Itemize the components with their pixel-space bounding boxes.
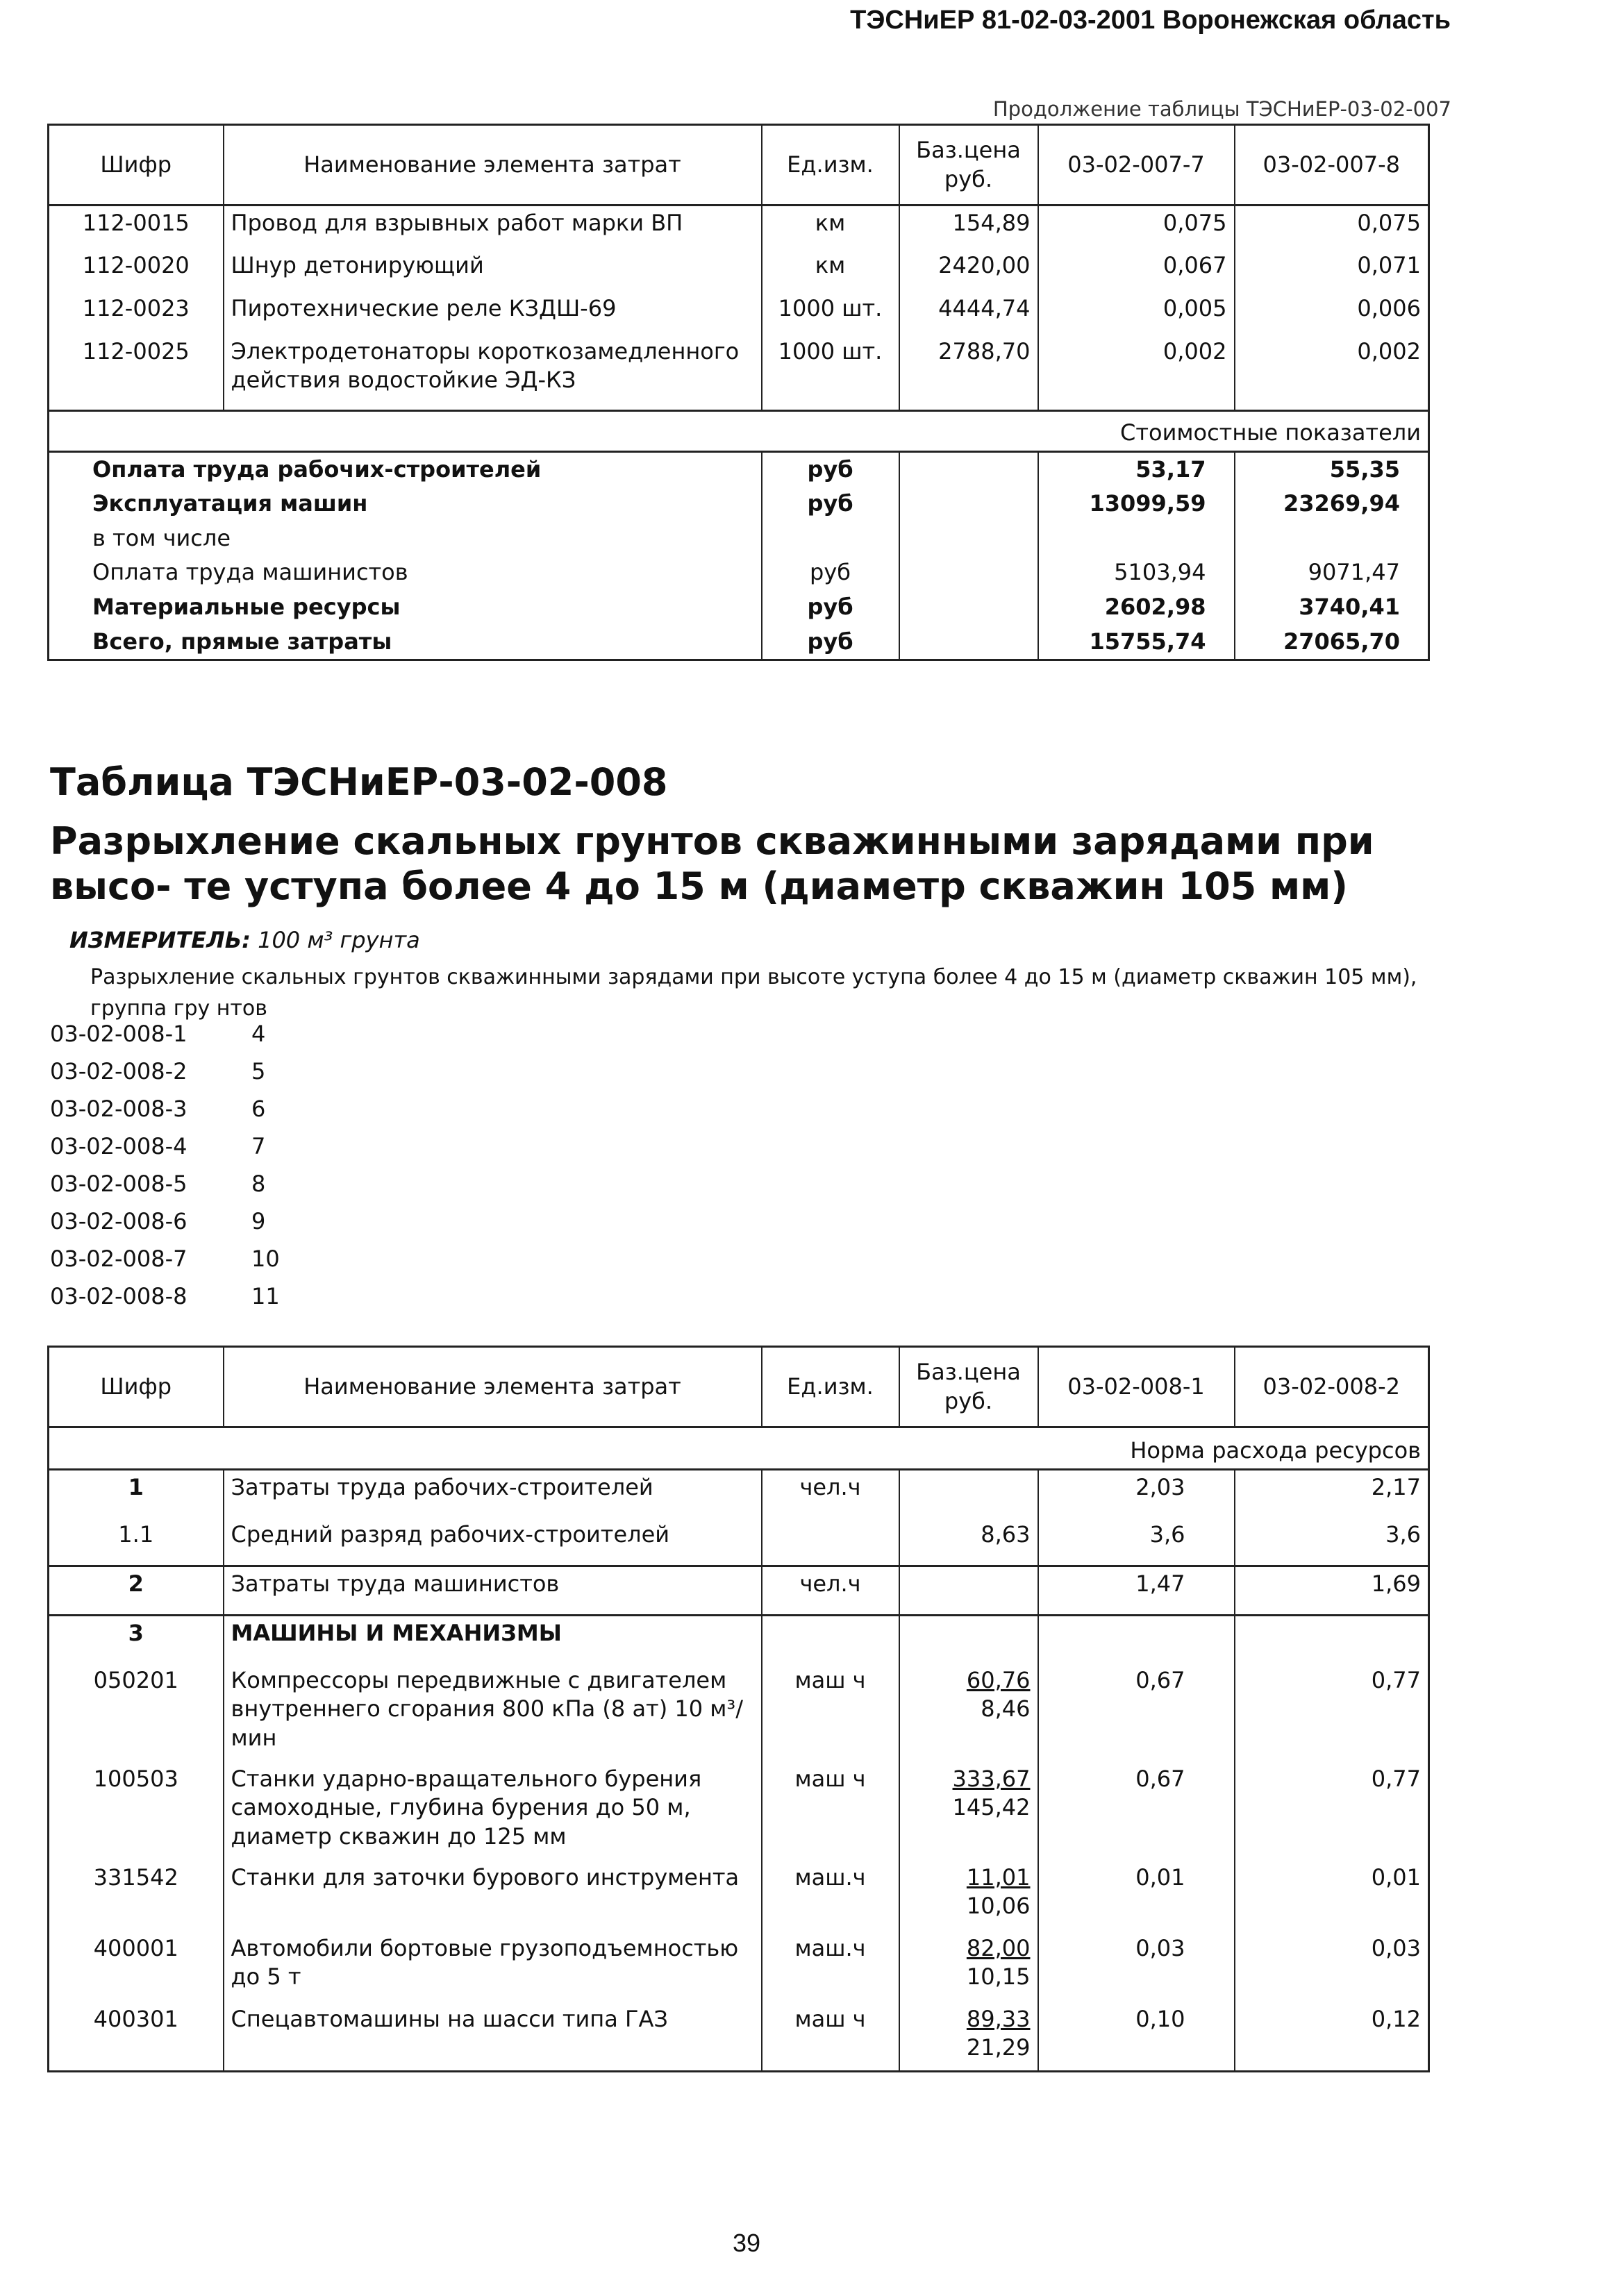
group-code: 03-02-008-6	[50, 1208, 188, 1234]
price-top: 89,33	[966, 2005, 1031, 2032]
cost-row	[49, 451, 1429, 487]
list-item	[50, 1096, 280, 1133]
group-number: 10	[251, 1246, 280, 1272]
cell-name: Провод для взрывных работ марки ВП	[224, 206, 762, 249]
cell-price: 4444,74	[899, 292, 1038, 335]
table-row	[49, 206, 1429, 249]
list-item	[50, 1246, 280, 1283]
cell-value: 0,77	[1371, 1666, 1421, 1693]
cell-price: 154,89	[899, 206, 1038, 249]
cell-value: 0,67	[1038, 1664, 1235, 1762]
cost-name: Эксплуатация машин	[49, 487, 762, 521]
measure-label: ИЗМЕРИТЕЛЬ:	[69, 927, 251, 953]
cell-code: 400001	[49, 1932, 224, 2002]
cell-name: Затраты труда машинистов	[224, 1566, 762, 1615]
cell-value: 0,005	[1038, 292, 1235, 335]
price-bottom: 8,46	[981, 1695, 1031, 1723]
cell-value: 0,03	[1371, 1934, 1421, 1961]
cell-value: 0,071	[1357, 251, 1421, 278]
cell-unit: 1000 шт.	[762, 292, 899, 335]
cost-value: 2602,98	[1038, 590, 1235, 625]
cell-price: 2788,70	[899, 335, 1038, 411]
group-code: 03-02-008-3	[50, 1096, 188, 1122]
continuation-title: Продолжение таблицы ТЭСНиЕР-03-02-007	[992, 97, 1451, 121]
col-header: 03-02-008-1	[1038, 1347, 1235, 1427]
group-number: 6	[251, 1096, 266, 1122]
table-1-header	[49, 125, 1429, 206]
cost-row	[49, 487, 1429, 521]
cost-row	[49, 590, 1429, 625]
description: Разрыхление скальных грунтов скважинными зарядами при высоте уступа более 4 до 15 м (диаметр скважин 105 мм), группа гру нтов	[90, 965, 1417, 1021]
cell-price	[899, 2002, 1038, 2072]
cell-code: 112-0015	[49, 206, 224, 249]
cost-value: 3740,41	[1299, 593, 1400, 620]
price-bottom: 145,42	[952, 1794, 1031, 1821]
group-code: 03-02-008-1	[50, 1021, 188, 1047]
table-2-header	[49, 1347, 1429, 1427]
cell-code: 112-0025	[49, 335, 224, 411]
group-number: 9	[251, 1208, 266, 1234]
cost-row	[49, 625, 1429, 660]
group-code: 03-02-008-2	[50, 1058, 188, 1084]
cost-value: 13099,59	[1038, 487, 1235, 521]
cell-code: 1.1	[49, 1518, 224, 1566]
col-header: Ед.изм.	[762, 1347, 899, 1427]
cell-unit: км	[762, 206, 899, 249]
table-row	[49, 1932, 1429, 2002]
group-number: 7	[251, 1133, 266, 1159]
cost-section-label: Стоимостные показатели	[49, 411, 1429, 452]
measure-value: 100 м³ грунта	[258, 927, 420, 953]
cell-price	[899, 1861, 1038, 1932]
table-row	[49, 1518, 1429, 1566]
list-item	[50, 1133, 280, 1171]
cost-unit: руб	[762, 487, 899, 521]
cost-row	[49, 521, 1429, 556]
cell-unit: 1000 шт.	[762, 335, 899, 411]
cell-unit: маш ч	[762, 2002, 899, 2072]
cell-price	[899, 1762, 1038, 1861]
cost-value: 15755,74	[1038, 625, 1235, 660]
cost-unit: руб	[762, 555, 899, 590]
table-2	[47, 1346, 1430, 2072]
cell-code: 050201	[49, 1664, 224, 1762]
table-row	[49, 335, 1429, 411]
cell-code: 100503	[49, 1762, 224, 1861]
cell-value: 0,075	[1357, 210, 1421, 236]
cell-code: 112-0023	[49, 292, 224, 335]
table-row	[49, 2002, 1429, 2072]
cell-name: Средний разряд рабочих-строителей	[224, 1518, 762, 1566]
cell-code: 112-0020	[49, 249, 224, 292]
col-header: Наименование элемента затрат	[224, 1347, 762, 1427]
col-header: Баз.цена руб.	[899, 125, 1038, 206]
cell-unit: чел.ч	[762, 1566, 899, 1615]
group-number: 8	[251, 1171, 266, 1197]
group-number: 4	[251, 1021, 266, 1047]
cell-name: Компрессоры передвижные с двигателем внутреннего сгорания 800 кПа (8 ат) 10 м³/мин	[224, 1664, 762, 1762]
list-item	[50, 1208, 280, 1246]
cell-name: Электродетонаторы короткозамедленного действия водостойкие ЭД-КЗ	[224, 335, 762, 411]
cost-name: Оплата труда машинистов	[49, 555, 762, 590]
cell-unit: чел.ч	[762, 1469, 899, 1518]
col-header: 03-02-008-2	[1235, 1347, 1429, 1427]
cell-name: Станки ударно-вращательного бурения самоходные, глубина бурения до 50 м, диаметр скважин до 125 мм	[224, 1762, 762, 1861]
col-header: Баз.цена руб.	[899, 1347, 1038, 1427]
cell-value: 0,01	[1371, 1863, 1421, 1891]
cell-code: 3	[49, 1615, 224, 1664]
price-bottom: 10,06	[966, 1893, 1031, 1920]
col-header: Шифр	[49, 125, 224, 206]
price-top: 333,67	[952, 1765, 1031, 1792]
table-row	[49, 1762, 1429, 1861]
norm-section-label: Норма расхода ресурсов	[49, 1427, 1429, 1470]
group-number: 5	[251, 1058, 266, 1084]
cell-price: 2420,00	[899, 249, 1038, 292]
cost-name: Материальные ресурсы	[49, 590, 762, 625]
cell-price	[899, 1932, 1038, 2002]
col-header: Ед.изм.	[762, 125, 899, 206]
list-item	[50, 1283, 280, 1321]
cell-value: 0,002	[1357, 337, 1421, 364]
price-bottom: 21,29	[966, 2034, 1031, 2061]
table-row	[49, 1664, 1429, 1762]
cost-value: 9071,47	[1308, 559, 1400, 586]
cell-value: 0,03	[1038, 1932, 1235, 2002]
cell-value: 0,67	[1038, 1762, 1235, 1861]
list-item	[50, 1058, 280, 1096]
table-row	[49, 1615, 1429, 1664]
cost-name: Всего, прямые затраты	[49, 625, 762, 660]
table-subtitle: Разрыхление скальных грунтов скважинными зарядами при высо- те уступа более 4 до 15 м (диаметр скважин 105 мм)	[50, 819, 1374, 908]
measure-line	[69, 927, 420, 953]
group-code: 03-02-008-4	[50, 1133, 188, 1159]
group-code: 03-02-008-7	[50, 1246, 188, 1272]
cost-unit: руб	[762, 451, 899, 487]
cell-name: Автомобили бортовые грузоподъемностью до 5 т	[224, 1932, 762, 2002]
cell-name: Затраты труда рабочих-строителей	[224, 1469, 762, 1518]
list-item	[50, 1171, 280, 1208]
price-top: 60,76	[966, 1666, 1031, 1693]
cell-code: 2	[49, 1566, 224, 1615]
cell-value: 2,03	[1038, 1469, 1235, 1518]
cell-code: 400301	[49, 2002, 224, 2072]
cell-value: 0,12	[1371, 2005, 1421, 2032]
cell-value: 0,002	[1038, 335, 1235, 411]
table-row	[49, 1469, 1429, 1518]
group-code: 03-02-008-8	[50, 1283, 188, 1309]
group-number: 11	[251, 1283, 280, 1309]
cell-unit: маш.ч	[762, 1861, 899, 1932]
cell-name: Спецавтомашины на шасси типа ГАЗ	[224, 2002, 762, 2072]
table-row	[49, 1566, 1429, 1615]
col-header: 03-02-007-8	[1235, 125, 1429, 206]
soil-group-list	[50, 1021, 280, 1321]
cell-value: 3,6	[1385, 1520, 1421, 1548]
cell-unit: маш ч	[762, 1664, 899, 1762]
cell-unit: км	[762, 249, 899, 292]
cost-value: 5103,94	[1038, 555, 1235, 590]
cost-value: 27065,70	[1283, 628, 1400, 655]
cell-unit: маш.ч	[762, 1932, 899, 2002]
col-header: 03-02-007-7	[1038, 125, 1235, 206]
cell-name: МАШИНЫ И МЕХАНИЗМЫ	[224, 1615, 762, 1664]
cost-value: 23269,94	[1283, 490, 1400, 517]
table-row	[49, 292, 1429, 335]
cell-code: 331542	[49, 1861, 224, 1932]
cost-name: Оплата труда рабочих-строителей	[49, 451, 762, 487]
norm-label-row	[49, 1427, 1429, 1470]
cell-value: 0,77	[1371, 1765, 1421, 1792]
cell-unit	[762, 1518, 899, 1566]
col-header: Наименование элемента затрат	[224, 125, 762, 206]
running-header: ТЭСНиЕР 81-02-03-2001 Воронежская область	[850, 6, 1451, 35]
cell-value: 3,6	[1038, 1518, 1235, 1566]
cell-value: 1,47	[1038, 1566, 1235, 1615]
cell-price	[899, 1469, 1038, 1518]
table-1	[47, 124, 1430, 661]
cost-row	[49, 555, 1429, 590]
cell-value: 1,69	[1235, 1566, 1429, 1615]
cell-name: Пиротехнические реле КЗДШ-69	[224, 292, 762, 335]
cell-price	[899, 1664, 1038, 1762]
list-item	[50, 1021, 280, 1058]
cost-unit: руб	[762, 590, 899, 625]
group-code: 03-02-008-5	[50, 1171, 188, 1197]
table-row	[49, 249, 1429, 292]
cell-unit: маш ч	[762, 1762, 899, 1861]
cell-value: 0,10	[1038, 2002, 1235, 2072]
price-top: 82,00	[966, 1934, 1031, 1961]
table-title: Таблица ТЭСНиЕР-03-02-008	[50, 760, 668, 804]
col-header: Шифр	[49, 1347, 224, 1427]
cell-value: 0,075	[1038, 206, 1235, 249]
cell-price	[899, 1566, 1038, 1615]
cell-value: 0,067	[1038, 249, 1235, 292]
cell-value: 0,01	[1038, 1861, 1235, 1932]
cell-value: 0,006	[1357, 294, 1421, 321]
cell-code: 1	[49, 1469, 224, 1518]
cost-label-row	[49, 411, 1429, 452]
price-top: 11,01	[966, 1863, 1031, 1891]
cost-value: 55,35	[1329, 455, 1400, 483]
cell-price: 8,63	[899, 1518, 1038, 1566]
cost-unit: руб	[762, 625, 899, 660]
cost-value: 53,17	[1038, 451, 1235, 487]
cost-name: в том числе	[49, 521, 762, 556]
table-row	[49, 1861, 1429, 1932]
price-bottom: 10,15	[966, 1963, 1031, 1991]
page-number: 39	[733, 2229, 761, 2257]
cell-value: 2,17	[1371, 1473, 1421, 1500]
cell-name: Шнур детонирующий	[224, 249, 762, 292]
cell-name: Станки для заточки бурового инструмента	[224, 1861, 762, 1932]
